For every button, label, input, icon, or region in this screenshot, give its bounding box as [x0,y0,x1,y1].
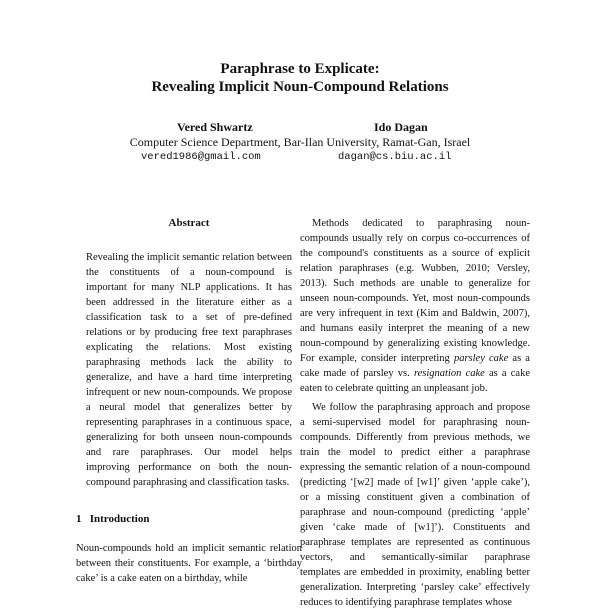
right-paragraph-2: We follow the paraphrasing approach and propose a semi-supervised model for paraphrasing noun-compounds. Differently from previous methods, we train the model to predict either a paraphrase expressing the semantic relation of a noun-compound (predicting ‘[w2] made of [w1]’ given ‘apple cake’), or a missing constituent given a combination of paraphrase and noun-compound (predicting ‘apple’ given ‘cake made of [w1]’). Constituents and paraphrase templates are represented as continuous vectors, and semantically-similar paraphrase templates are embedded in proximity, enabling better generalization. Interpreting ‘parsley cake’ effectively reduces to identifying paraphrase templates whose [300,402,530,608]
abstract-heading: Abstract [168,217,210,229]
intro-paragraph: Noun-compounds hold an implicit semantic relation between their constituents. For example, a ‘birthday cake’ is a cake eaten on a birthday, while [76,543,302,584]
term-parsley-cake: parsley cake [453,353,509,364]
right-paragraph-1-part-b: as a cake made of parsley vs. [300,353,530,379]
affiliation: Computer Science Department, Bar-Ilan University, Ramat-Gan, Israel [129,135,471,149]
section-heading-introduction: 1 Introduction [76,513,150,525]
right-column [300,216,530,610]
author-name-2: Ido Dagan [374,120,428,134]
term-resignation-cake: resignation cake [413,368,485,379]
author-email-1: vered1986@gmail.com [141,151,261,163]
paper-title [0,60,600,96]
title-line-1: Paraphrase to Explicate: [220,61,380,77]
author-name-1: Vered Shwartz [177,120,253,134]
right-paragraph-1-part-a: Methods dedicated to paraphrasing noun-compounds usually rely on corpus co-occurrences of the compound's constituents as a source of explicit relation paraphrases (e.g. Wubben, 2010; Versley, 2013). Such methods are unable to generalize for unseen noun-compounds. Yet, most noun-compounds are very infrequent in text (Kim and Baldwin, 2007), and humans easily interpret the meaning of a new noun-compound by generalizing existing knowledge. For example, consider interpreting [300,218,530,364]
right-paragraph-1-part-c: as a cake eaten to celebrate quitting an unpleasant job. [300,368,531,394]
title-line-2: Revealing Implicit Noun-Compound Relations [151,79,449,95]
left-column [76,216,302,586]
right-paragraph-1 [300,216,530,396]
abstract-text: Revealing the implicit semantic relation between the constituents of a noun-compound is important for many NLP applications. It has been addressed in the literature either as a classification task to a set of pre-defined relations or by producing free text paraphrases explicating the relations. Most existing paraphrasing methods lack the ability to generalize, and have a hard time interpreting infrequent or new noun-compounds. We propose a neural model that generalizes better by representing paraphrases in a continuous space, generalizing for both unseen noun-compounds and rare paraphrases. Our model helps improving performance on both the noun-compound paraphrasing and classification tasks. [86,252,292,488]
abstract-body [76,250,302,490]
author-email-2: dagan@cs.biu.ac.il [338,151,452,163]
